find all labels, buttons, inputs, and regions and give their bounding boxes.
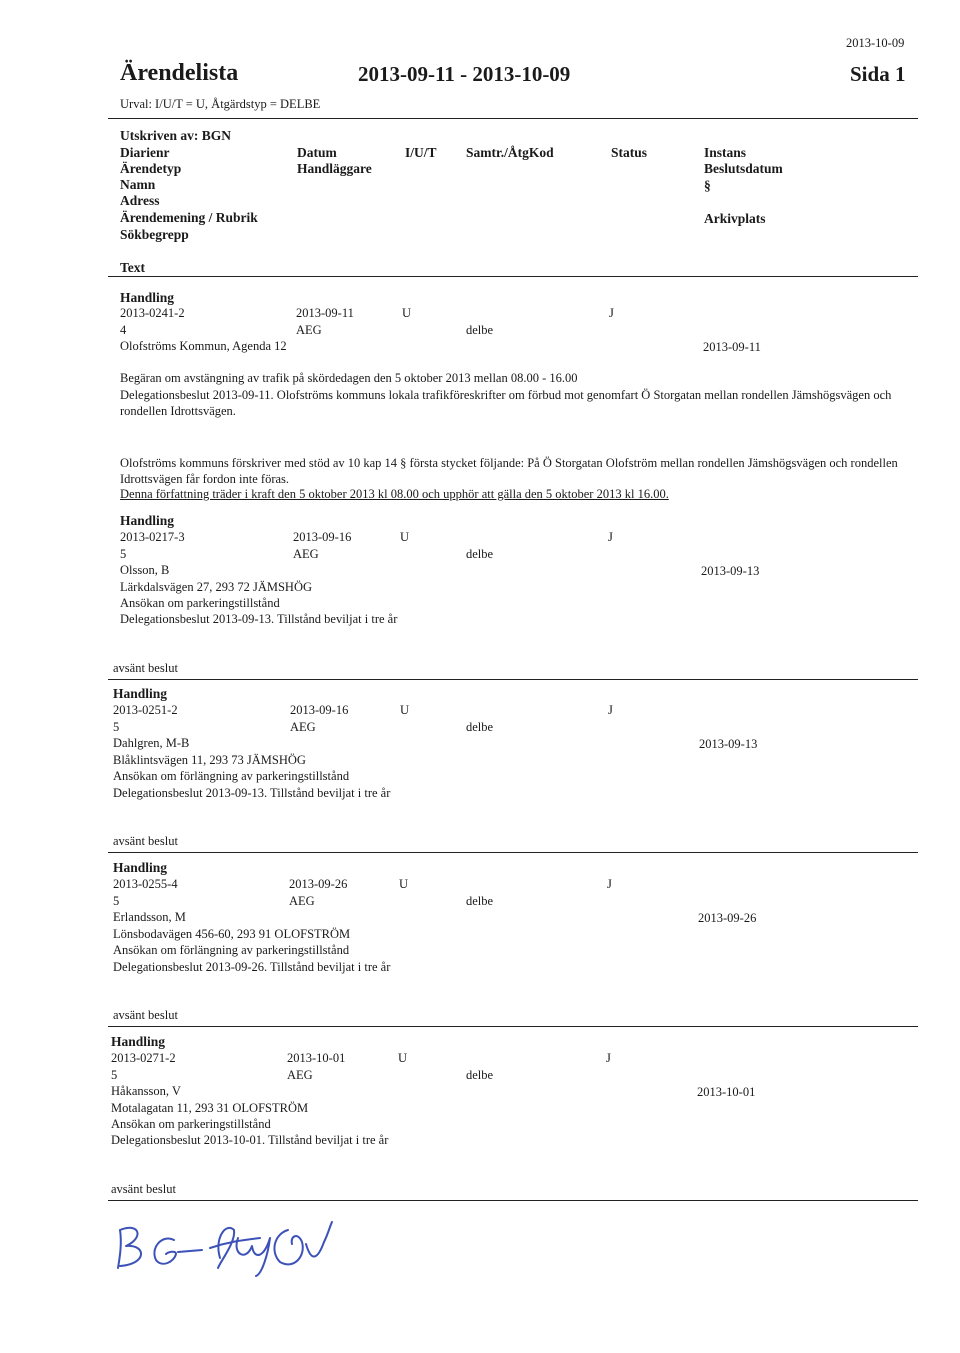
entry-namn: Olsson, B (120, 563, 170, 577)
entry-typ: 4 (120, 323, 127, 337)
entry-status: J (606, 1051, 611, 1065)
col-text: Text (120, 260, 146, 275)
entry-handlaggare: AEG (287, 1068, 313, 1082)
header-divider (108, 118, 918, 119)
print-date: 2013-10-09 (846, 36, 905, 50)
entry-text-validity: Denna författning träder i kraft den 5 oktober 2013 kl 08.00 och upphör att gälla den 5 oktober 2013 kl 16.00. (120, 487, 669, 501)
entry-heading: Handling (120, 513, 175, 528)
col-datum: Datum (297, 145, 337, 160)
entry-iut: U (398, 1051, 408, 1065)
entry-datum: 2013-09-16 (293, 530, 352, 544)
entry-namn: Olofströms Kommun, Agenda 12 (120, 339, 287, 353)
entry-namn: Håkansson, V (111, 1084, 181, 1098)
entry-typ: 5 (113, 894, 120, 908)
entry-datum: 2013-10-01 (287, 1051, 346, 1065)
entry-iut: U (400, 530, 410, 544)
entry-handlaggare: AEG (293, 547, 319, 561)
entry-kod: delbe (466, 547, 494, 561)
entry-beslutsdatum: 2013-09-13 (701, 564, 760, 578)
entry-adress: Lönsbodavägen 456-60, 293 91 OLOFSTRÖM (113, 927, 351, 941)
entry-handlaggare: AEG (290, 720, 316, 734)
entry-beslut: Delegationsbeslut 2013-09-13. Tillstånd beviljat i tre år (113, 786, 391, 800)
entry-diarienr: 2013-0217-3 (120, 530, 185, 544)
entry-beslut: Delegationsbeslut 2013-10-01. Tillstånd beviljat i tre år (111, 1133, 389, 1147)
entry-status: J (608, 530, 613, 544)
entry-text: avsänt beslut (113, 1008, 178, 1022)
entry-kod: delbe (466, 894, 494, 908)
entry-beslutsdatum: 2013-09-11 (703, 340, 761, 354)
entry-heading: Handling (111, 1034, 166, 1049)
entry-text: Olofströms kommuns förskriver med stöd av 10 kap 14 § första stycket följande: På Ö Storgatan Olofström mellan rondellen Jämshögsvägen och rondellen Idrottsvägen får fordon inte föras. (120, 456, 898, 486)
entry-handlaggare: AEG (296, 323, 322, 337)
selection-criteria: Urval: I/U/T = U, Åtgärdstyp = DELBE (120, 97, 321, 111)
col-arkivplats: Arkivplats (704, 211, 766, 226)
entry-adress: Blåklintsvägen 11, 293 73 JÄMSHÖG (113, 753, 306, 767)
entry-beslut: Delegationsbeslut 2013-09-11. Olofströms kommuns lokala trafikföreskrifter om förbud mot genomfart Ö Storgatan mellan rondellen Jämshögsvägen och rondellen Idrottsvägen. (120, 388, 892, 418)
entry-divider (108, 1026, 918, 1027)
entry-text: avsänt beslut (113, 834, 178, 848)
entry-diarienr: 2013-0241-2 (120, 306, 185, 320)
entry-datum: 2013-09-11 (296, 306, 354, 320)
handwritten-signature (110, 1208, 410, 1278)
entry-datum: 2013-09-16 (290, 703, 349, 717)
col-iut: I/U/T (405, 145, 437, 160)
entry-namn: Erlandsson, M (113, 910, 186, 924)
entry-kod: delbe (466, 323, 494, 337)
entry-rubrik: Begäran om avstängning av trafik på skördedagen den 5 oktober 2013 mellan 08.00 - 16.00 (120, 371, 578, 385)
entry-kod: delbe (466, 720, 494, 734)
entry-iut: U (400, 703, 410, 717)
entry-divider (108, 852, 918, 853)
entry-kod: delbe (466, 1068, 494, 1082)
entry-heading: Handling (120, 290, 175, 305)
period-range: 2013-09-11 - 2013-10-09 (358, 62, 571, 86)
entry-handlaggare: AEG (289, 894, 315, 908)
columns-divider (108, 276, 918, 277)
entry-rubrik: Ansökan om parkeringstillstånd (120, 596, 280, 610)
col-diarienr: Diarienr (120, 145, 170, 160)
col-handlaggare: Handläggare (297, 161, 372, 176)
entry-typ: 5 (113, 720, 120, 734)
entry-iut: U (402, 306, 412, 320)
entry-status: J (607, 877, 612, 891)
entry-typ: 5 (111, 1068, 118, 1082)
printed-by: Utskriven av: BGN (120, 128, 231, 143)
entry-text: avsänt beslut (111, 1182, 176, 1196)
entry-typ: 5 (120, 547, 127, 561)
entry-namn: Dahlgren, M-B (113, 736, 190, 750)
entry-beslut: Delegationsbeslut 2013-09-26. Tillstånd beviljat i tre år (113, 960, 391, 974)
entry-diarienr: 2013-0251-2 (113, 703, 178, 717)
entry-iut: U (399, 877, 409, 891)
col-adress: Adress (120, 193, 160, 208)
col-beslutsdatum: Beslutsdatum (704, 161, 783, 176)
entry-datum: 2013-09-26 (289, 877, 348, 891)
page-number: Sida 1 (850, 62, 906, 86)
entry-beslut: Delegationsbeslut 2013-09-13. Tillstånd beviljat i tre år (120, 612, 398, 626)
entry-rubrik: Ansökan om parkeringstillstånd (111, 1117, 271, 1131)
entry-beslutsdatum: 2013-10-01 (697, 1085, 756, 1099)
entry-divider (108, 679, 918, 680)
entry-diarienr: 2013-0255-4 (113, 877, 178, 891)
entry-adress: Lärkdalsvägen 27, 293 72 JÄMSHÖG (120, 580, 312, 594)
entry-status: J (608, 703, 613, 717)
col-instans: Instans (704, 145, 747, 160)
col-arendetyp: Ärendetyp (120, 161, 182, 176)
entry-diarienr: 2013-0271-2 (111, 1051, 176, 1065)
entry-adress: Motalagatan 11, 293 31 OLOFSTRÖM (111, 1101, 309, 1115)
col-status: Status (611, 145, 648, 160)
entry-divider (108, 1200, 918, 1201)
page-title: Ärendelista (120, 60, 239, 86)
entry-heading: Handling (113, 686, 168, 701)
col-sokbegrepp: Sökbegrepp (120, 227, 189, 242)
col-samtr: Samtr./ÅtgKod (466, 145, 554, 160)
entry-rubrik: Ansökan om förlängning av parkeringstillstånd (113, 943, 350, 957)
entry-heading: Handling (113, 860, 168, 875)
col-namn: Namn (120, 177, 156, 192)
entry-status: J (609, 306, 614, 320)
col-arendemening: Ärendemening / Rubrik (120, 210, 258, 225)
col-paragraf: § (704, 178, 711, 193)
entry-beslutsdatum: 2013-09-13 (699, 737, 758, 751)
entry-rubrik: Ansökan om förlängning av parkeringstillstånd (113, 769, 350, 783)
entry-text: avsänt beslut (113, 661, 178, 675)
entry-beslutsdatum: 2013-09-26 (698, 911, 757, 925)
